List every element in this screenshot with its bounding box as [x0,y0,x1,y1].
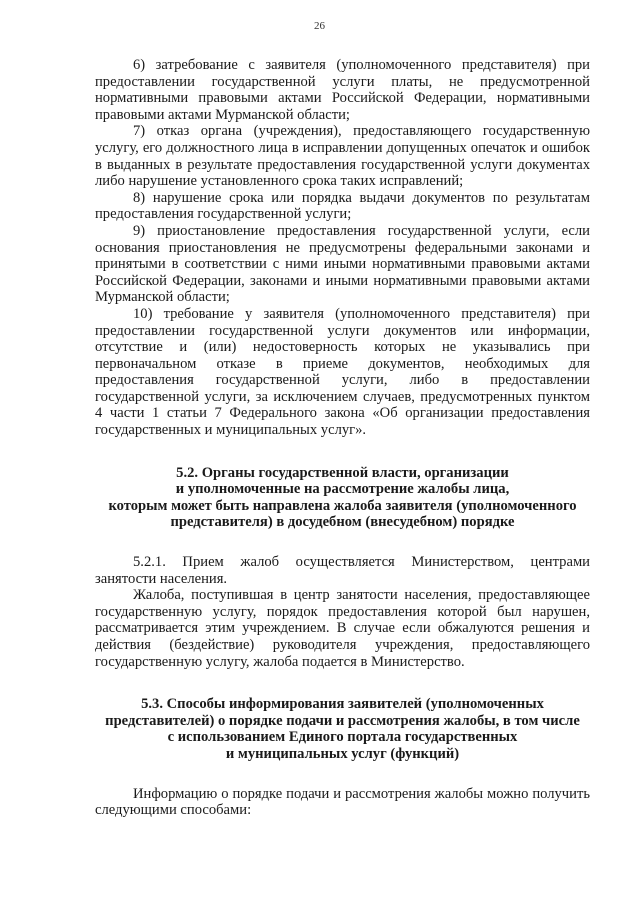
section-5-3-paragraph: Информацию о порядке подачи и рассмотрения жалобы можно получить следующими способами: [95,785,590,819]
section-5-2-paragraph: Жалоба, поступившая в центр занятости населения, предоставляющее государственную услугу, порядок предоставления которой был нарушен, рассматривается этим учреждением. В случае если обжалуются решения и действия (бездействие) руководителя учреждения, предоставляющего государственную услугу, жалоба подается в Министерство. [95,587,590,670]
section-5-3-heading [95,696,590,762]
list-item-10: 10) требование у заявителя (уполномоченного представителя) при предоставлении государственной услуги документов или информации, отсутствие и (или) недостоверность которых не указывались при первоначальном отказе в приеме документов, необходимых для предоставления государственной услуги, либо в предоставлении государственной услуги, за исключением случаев, предусмотренных пунктом 4 части 1 статьи 7 Федерального закона «Об организации предоставления государственных и муниципальных услуг». [95,305,590,439]
section-5-2-heading-line: и уполномоченные на рассмотрение жалобы лица, [175,481,510,498]
list-item-9: 9) приостановление предоставления государственной услуги, если основания приостановления не предусмотрены федеральными законами и принятыми в соответствии с ними иными нормативными правовыми актами Российской Федерации, законами и иными нормативными правовыми актами Мурманской области; [95,222,590,306]
section-5-2-heading-line: представителя) в досудебном (внесудебном) порядке [170,514,515,531]
section-5-3-heading-line: и муниципальных услуг (функций) [225,745,460,762]
section-5-3-heading-line: представителей) о порядке подачи и рассмотрения жалобы, в том числе [105,712,580,729]
list-item-6: 6) затребование с заявителя (уполномоченного представителя) при предоставлении государственной услуги платы, не предусмотренной нормативными правовыми актами Российской Федерации, нормативными правовыми актами Мурманской области; [95,57,590,123]
section-5-2-paragraph: 5.2.1. Прием жалоб осуществляется Министерством, центрами занятости населения. [95,554,590,587]
document-body [95,57,590,819]
section-5-3-heading-line: с использованием Единого портала государственных [167,729,518,746]
section-5-2-heading-line: которым может быть направлена жалоба заявителя (уполномоченного [108,497,577,514]
list-item-7: 7) отказ органа (учреждения), предоставляющего государственную услугу, его должностного лица в исправлении допущенных опечаток и ошибок в выданных в результате предоставления государственной услуги документах либо нарушение установленного срока таких исправлений; [95,123,590,190]
section-5-3-heading-line: 5.3. Способы информирования заявителей (уполномоченных [141,696,544,713]
section-5-2-heading [95,465,590,531]
list-item-8: 8) нарушение срока или порядка выдачи документов по результатам предоставления государственной услуги; [95,189,590,223]
page-number: 26 [314,20,325,32]
section-5-2-heading-line: 5.2. Органы государственной власти, организации [176,464,509,481]
